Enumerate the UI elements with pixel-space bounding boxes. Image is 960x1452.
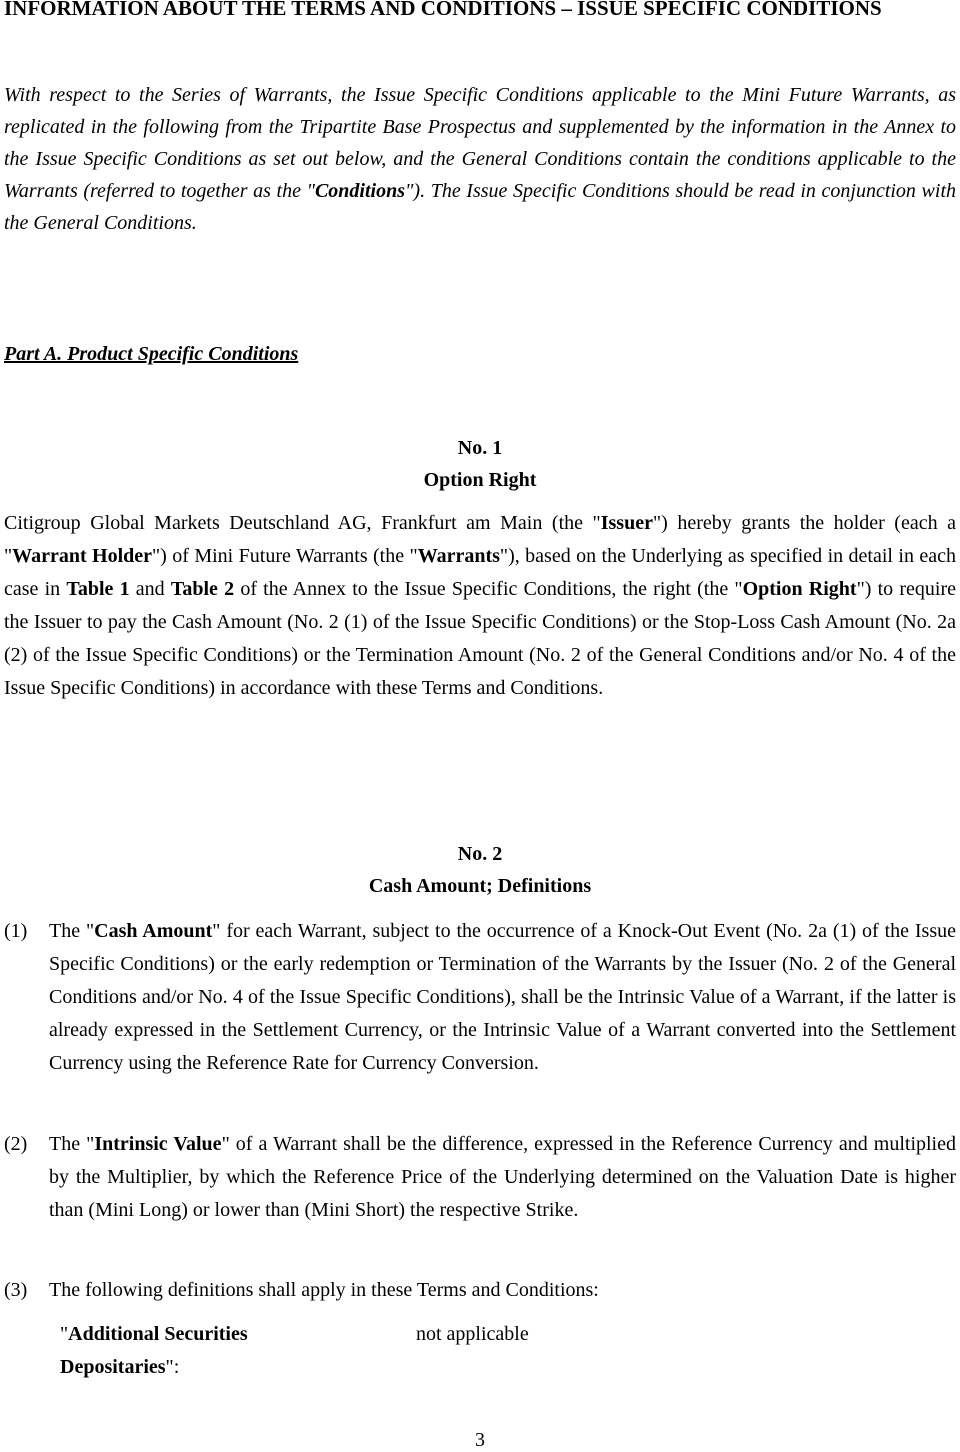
option-right-text-2: ") hereby grants the holder (each a " — [4, 512, 957, 567]
clause-2-text — [49, 1128, 956, 1227]
section-1-number: No. 1 — [457, 437, 503, 459]
clause-3-text-start: The following definitions shall apply in these Terms and Conditions: — [49, 1279, 599, 1301]
intro-text-start: With respect to the Series of Warrants, the Issue Specific Conditions applicable to the Mini Future Warrants, as replicated in the following from the Tripartite Base Prospectus and supplemented by the information in the Annex to the Issue Specific Conditions as set out below, and the General Conditions contain the conditions applicable to the Warrants (referred to together as the " — [4, 84, 956, 202]
clause-2-text-start: The " — [49, 1133, 95, 1155]
part-a-title: Part A. Product Specific Conditions — [4, 343, 299, 365]
term-intrinsic-value: Intrinsic Value — [94, 1133, 222, 1155]
intro-paragraph — [4, 79, 956, 239]
term-option-right: Option Right — [742, 578, 857, 600]
option-right-text-6: of the Annex to the Issue Specific Conditions, the right (the " — [234, 578, 743, 600]
definition-close-quote: ": — [165, 1356, 180, 1378]
document-heading: INFORMATION ABOUT THE TERMS AND CONDITIONS – ISSUE SPECIFIC CONDITIONS — [4, 0, 882, 20]
section-2-number: No. 2 — [457, 843, 503, 865]
option-right-text-4: "), based on the Underlying as specified in detail in each case in — [4, 545, 956, 600]
option-right-text-5: and — [129, 578, 171, 600]
term-warrants: Warrants — [417, 545, 500, 567]
clause-2-number: (2) — [4, 1133, 28, 1155]
clause-1-text — [49, 915, 956, 1080]
clause-3-text — [49, 1274, 956, 1307]
definition-open-quote: " — [60, 1323, 69, 1345]
term-table-2: Table 2 — [170, 578, 235, 600]
definition-value: not applicable — [416, 1323, 529, 1345]
section-2-title: Cash Amount; Definitions — [368, 875, 592, 897]
clause-1-number: (1) — [4, 920, 28, 942]
term-additional-securities-depositaries: Additional Securities Depositaries — [60, 1323, 248, 1378]
term-cash-amount: Cash Amount — [94, 920, 213, 942]
clause-3-number: (3) — [4, 1279, 28, 1301]
option-right-text-1: Citigroup Global Markets Deutschland AG, Frankfurt am Main (the " — [4, 512, 601, 534]
option-right-paragraph — [4, 507, 956, 705]
option-right-text-7: ") to require the Issuer to pay the Cash Amount (No. 2 (1) of the Issue Specific Conditions) or the Stop-Loss Cash Amount (No. 2a (2) of the Issue Specific Conditions) or the Termination Amount (No. 2 of the General Conditions and/or No. 4 of the Issue Specific Conditions) in accordance with these Terms and Conditions. — [4, 578, 956, 699]
clause-1-text-start: The " — [49, 920, 95, 942]
clause-1-text-end: " for each Warrant, subject to the occurrence of a Knock-Out Event (No. 2a (1) of the Issue Specific Conditions) or the early redemption or Termination of the Warrants by the Issuer (No. 2 of the General Conditions and/or No. 4 of the Issue Specific Conditions), shall be the Intrinsic Value of a Warrant, if the latter is already expressed in the Settlement Currency, or the Intrinsic Value of a Warrant converted into the Settlement Currency using the Reference Rate for Currency Conversion. — [49, 920, 956, 1074]
definition-term — [60, 1318, 360, 1384]
term-warrant-holder: Warrant Holder — [12, 545, 153, 567]
clause-2-text-end: " of a Warrant shall be the difference, expressed in the Reference Currency and multiplied by the Multiplier, by which the Reference Price of the Underlying determined on the Valuation Date is higher than (Mini Long) or lower than (Mini Short) the respective Strike. — [49, 1133, 956, 1221]
intro-term-conditions: Conditions — [314, 180, 406, 202]
term-issuer: Issuer — [600, 512, 653, 534]
section-1-title: Option Right — [423, 469, 537, 491]
intro-text-end: "). The Issue Specific Conditions should be read in conjunction with the General Conditions. — [4, 180, 957, 234]
option-right-text-3: ") of Mini Future Warrants (the " — [152, 545, 418, 567]
page-number: 3 — [475, 1429, 485, 1451]
term-table-1: Table 1 — [66, 578, 130, 600]
